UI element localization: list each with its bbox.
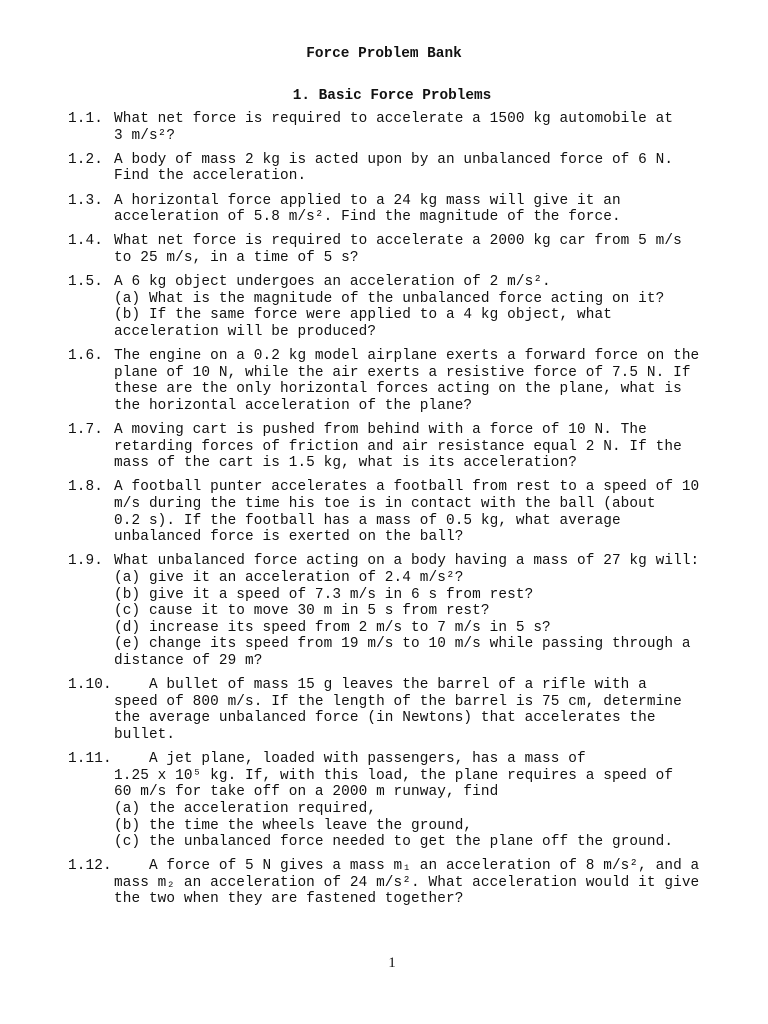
problem-number: 1.5.: [68, 274, 103, 291]
problem-item: [68, 348, 728, 414]
problem-text-line: (b) If the same force were applied to a 4 kg object, what: [114, 307, 612, 324]
problem-text-line: bullet.: [114, 726, 176, 743]
problem-text-line: What net force is required to accelerate a 1500 kg automobile at: [114, 111, 674, 127]
problem-item: [68, 422, 728, 472]
document-title: Force Problem Bank: [306, 46, 462, 62]
problem-text-line: A horizontal force applied to a 24 kg mass will give it an: [114, 192, 621, 209]
problem-text-line: (d) increase its speed from 2 m/s to 7 m/s in 5 s?: [114, 619, 551, 636]
problem-text-line: A moving cart is pushed from behind with a force of 10 N. The: [114, 422, 647, 439]
problem-item: [68, 152, 728, 185]
problem-item: [68, 858, 728, 908]
problem-text-line: acceleration will be produced?: [114, 323, 377, 340]
problem-text-line: 0.2 s). If the football has a mass of 0.5 kg, what average: [114, 512, 621, 529]
problem-text-line: A bullet of mass 15 g leaves the barrel of a rifle with a: [114, 677, 647, 694]
problem-text-line: the two when they are fastened together?: [114, 891, 464, 908]
problem-text-line: mass m₂ an acceleration of 24 m/s². What acceleration would it give: [114, 874, 700, 891]
problem-text-line: acceleration of 5.8 m/s². Find the magnitude of the force.: [114, 209, 621, 226]
problem-number: 1.12.: [68, 858, 112, 875]
problem-number: 1.9.: [68, 553, 103, 570]
problem-item: [68, 274, 728, 340]
problem-text-line: A football punter accelerates a football from rest to a speed of 10: [114, 479, 700, 496]
problem-text-line: A force of 5 N gives a mass m₁ an acceleration of 8 m/s², and a: [114, 858, 700, 875]
problem-number: 1.3.: [68, 192, 103, 209]
problem-text-line: (b) give it a speed of 7.3 m/s in 6 s from rest?: [114, 586, 534, 603]
problem-item: [68, 233, 728, 266]
problem-text-line: 1.25 x 10⁵ kg. If, with this load, the plane requires a speed of: [114, 767, 674, 784]
problem-text-line: unbalanced force is exerted on the ball?: [114, 529, 464, 546]
problem-text-line: (b) the time the wheels leave the ground,: [114, 817, 473, 834]
problem-item: [68, 751, 728, 851]
problem-number: 1.8.: [68, 479, 103, 496]
problem-item: [68, 677, 728, 743]
problem-text-line: 60 m/s for take off on a 2000 m runway, find: [114, 784, 499, 801]
problem-text-line: speed of 800 m/s. If the length of the barrel is 75 cm, determine: [114, 693, 682, 710]
problem-number: 1.10.: [68, 677, 112, 694]
section-heading: 1. Basic Force Problems: [292, 88, 492, 104]
problem-text-line: these are the only horizontal forces acting on the plane, what is: [114, 381, 682, 398]
problem-text-line: (a) What is the magnitude of the unbalanced force acting on it?: [114, 290, 665, 307]
problem-text-line: plane of 10 N, while the air exerts a resistive force of 7.5 N. If: [114, 364, 691, 381]
problem-text-line: The engine on a 0.2 kg model airplane exerts a forward force on the: [114, 348, 700, 365]
problem-text-line: A body of mass 2 kg is acted upon by an unbalanced force of 6 N.: [114, 151, 674, 168]
problem-text-line: (e) change its speed from 19 m/s to 10 m/s while passing through a: [114, 636, 691, 653]
problem-text-line: What unbalanced force acting on a body having a mass of 27 kg will:: [114, 553, 700, 570]
problem-text-line: m/s during the time his toe is in contact with the ball (about: [114, 496, 656, 513]
problem-text-line: (a) the acceleration required,: [114, 800, 377, 817]
problem-number: 1.1.: [68, 111, 103, 127]
problem-list: [68, 111, 728, 916]
problem-text-line: the horizontal acceleration of the plane?: [114, 397, 473, 414]
problem-number: 1.7.: [68, 422, 103, 439]
page-number: 1: [388, 955, 396, 971]
problem-text-line: What net force is required to accelerate a 2000 kg car from 5 m/s: [114, 233, 682, 250]
problem-text-line: 3 m/s²?: [114, 127, 176, 144]
problem-item: [68, 193, 728, 226]
problem-number: 1.6.: [68, 348, 103, 365]
problem-number: 1.11.: [68, 751, 112, 768]
problem-text-line: Find the acceleration.: [114, 168, 307, 185]
problem-item: [68, 553, 728, 669]
problem-number: 1.2.: [68, 151, 103, 168]
problem-text-line: distance of 29 m?: [114, 652, 263, 669]
problem-text-line: (c) cause it to move 30 m in 5 s from rest?: [114, 603, 490, 620]
problem-text-line: (a) give it an acceleration of 2.4 m/s²?: [114, 570, 464, 586]
problem-text-line: the average unbalanced force (in Newtons) that accelerates the: [114, 710, 656, 727]
problem-item: [68, 479, 728, 545]
problem-number: 1.4.: [68, 233, 103, 250]
problem-text-line: A 6 kg object undergoes an acceleration of 2 m/s².: [114, 274, 551, 291]
problem-text-line: to 25 m/s, in a time of 5 s?: [114, 249, 359, 266]
problem-text-line: mass of the cart is 1.5 kg, what is its acceleration?: [114, 455, 577, 472]
problem-text-line: A jet plane, loaded with passengers, has a mass of: [114, 751, 586, 768]
problem-text-line: (c) the unbalanced force needed to get the plane off the ground.: [114, 834, 674, 851]
problem-text-line: retarding forces of friction and air resistance equal 2 N. If the: [114, 438, 682, 455]
problem-item: [68, 111, 728, 144]
